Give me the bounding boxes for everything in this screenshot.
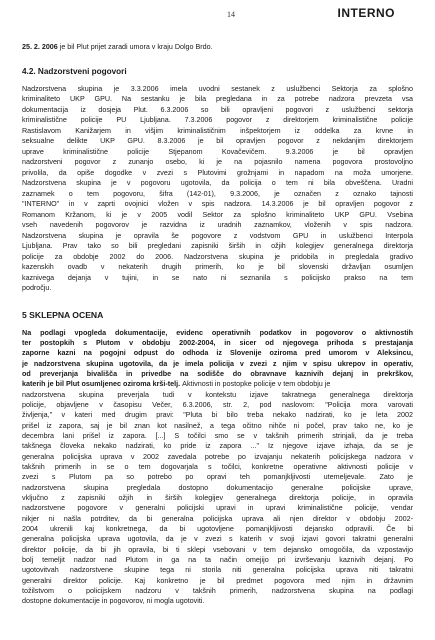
summary-line: prišel iz zapora, saj je bil znan kot nasilnež, a tega očitno nihče ni počel, prav tako ne, ko je bbox=[22, 420, 413, 430]
paragraph-line: policije za obdobje 2002 do 2006. Nadzorstvena skupina je pridobila in pregledala gradivo bbox=[22, 252, 413, 261]
summary-line: takšnih primerih in se o tem dogovarjala s točilci, konkretne operativne aktivnosti policije v bbox=[22, 461, 413, 471]
paragraph-line: Nadzorstvena skupina je 3.3.2006 imela uvodni sestanek z uslužbenci Sektorja za splošno bbox=[22, 84, 413, 93]
summary-line: 2004 ukrenili kaj konkretnega, da bi ugotovljene pomanjkljivosti dejansko odpravili. Če bi bbox=[22, 524, 413, 534]
summary-line: policije, objavljene v časopisu Večer, 6.3.2006, str. 2, pod naslovom: "Policija mora varovati bbox=[22, 399, 413, 409]
summary-regular-text: Aktivnosti in postopke policije v tem obdobju je bbox=[182, 379, 331, 389]
paragraph-line: Ljubljana. Prav tako so bili pregledani zapisniki širših in ožjih kolegijev generalnega direktorja bbox=[22, 242, 413, 250]
summary-line: direktor policije, da bi jih opravila, bi ti sklepi vsebovani v tem dejansko omogočila, da vzpostavijo bbox=[22, 544, 413, 554]
paragraph-line: dokumentacija iz dosjeja Plut. 6.3.2006 so bili opravljeni pogovori z uslužbenci sektorja bbox=[22, 105, 413, 114]
summary-line: nadzorstvena skupina preverjala tudi v kontekstu izjave takratnega generalnega direktorja bbox=[22, 389, 413, 399]
summary-line: generalni direktor policije. Kaj konkretno je bil predmet pogovora med njim in državnim bbox=[22, 575, 413, 585]
page-header bbox=[22, 4, 413, 24]
paragraph-line: "INTERNO" in v zaprti ovojnici vložen v spis nadzora. 14.3.2006 je bil opravljen pogovor z bbox=[22, 200, 413, 208]
paragraph-line: področju. bbox=[22, 284, 52, 292]
intro-text: je bil Plut prijet zaradi umora v kraju Dolgo Brdo. bbox=[57, 43, 213, 51]
summary-line: zvezi s Plutom pa so potrebo po opravi teh pomanjkljivosti utemeljevale. Zato je bbox=[22, 472, 413, 482]
summary-line-bold: je nadzorstvena skupina ugotovila, da je imela policija v zvezi z njim v spisu ukrepov in operativ, bbox=[22, 358, 413, 368]
page-number: 14 bbox=[227, 10, 235, 19]
summary-line: dostopne dokumentacije in pogovorov, ni mogla ugotoviti. bbox=[22, 596, 205, 606]
summary-line: bolj temeljit nadzor nad Plutom in ga na ta način omejijo pri izvrševanju kaznivih dejanj. Po bbox=[22, 555, 413, 565]
summary-line: ugotovitvah nadzorstvene skupine tega ni storila niti generalna policijska uprava niti takratni bbox=[22, 565, 413, 575]
paragraph-line: Romanom Kržanom, ki je v 2005 vodil Sektor za splošno kriminaliteto UKP GPU. Vsebina bbox=[22, 210, 413, 219]
classification-label: INTERNO bbox=[337, 6, 395, 20]
paragraph-line: vseh navedenih pogovorov je razvidna iz uradnih zaznamkov, vloženih v spis nadzora. bbox=[22, 221, 413, 229]
summary-line: generalna policijska uprava v 2002 zavedala potrebe po izvajanju nekaterih policijskega nadzora v bbox=[22, 451, 413, 461]
paragraph-line: kriminalistične policije PU Ljubljana. 7.3.2006 pogovor z direktorjem kriminalistične policije bbox=[22, 116, 413, 124]
paragraph-line: uprave kriminalistične policije Stjepanom Kovačevičem. 9.3.2006 je bil opravljen bbox=[22, 147, 413, 156]
summary-line: tožilstvom o policijskem nadzoru v takšnih primerih, nadzorstvena skupina na podlagi bbox=[22, 586, 413, 596]
summary-line: nikjer ni našla potrditev, da bi generalna policijska uprava ali njen direktor v obdobju 2002- bbox=[22, 513, 413, 523]
paragraph-line: zaznamek o tem pogovoru, šifra (142-01), 9.3.2006, je označen z oznako tajnosti bbox=[22, 189, 413, 198]
summary-line: nadzorstvene pogovore v generalni policijski upravi in upravi kriminalistične policije, vendar bbox=[22, 503, 413, 513]
section-4-2-body bbox=[22, 84, 413, 294]
paragraph-line: kaznivega dejanja v tujini, in se nato ni seznanila s policijsko prakso na tem bbox=[22, 273, 413, 282]
summary-line-bold: Na podlagi vpogleda dokumentacije, evidenc operativnih podatkov in pogovorov o aktivnostih bbox=[22, 327, 413, 337]
summary-line: nadzorstvena skupina pregledala dostopno dokumentacijo generalne policijske uprave, bbox=[22, 482, 413, 492]
paragraph-line: nadzorstveni pogovor z zunanjo osebo, ki je na pojasnilo namena pogovora prostovoljno bbox=[22, 158, 413, 166]
summary-line: decembra lani prišel iz zapora. [...] S točilci smo se v takšnih primerih strinjali, da je treba bbox=[22, 430, 413, 440]
summary-line: življenja," v kateri med drugim pravi: "Pluta bi bilo treba nekako nadzirati, ko je leta 2002 bbox=[22, 410, 413, 420]
summary-line: takšnega človeka nekako nadzirati, ko pride iz zapora ..." Iz njegove izjave izhaja, da se je bbox=[22, 441, 413, 451]
summary-line-bold: zaporne kazni na pogojni odpust do odhoda iz Slovenije oziroma pred umorom v Aleksincu, bbox=[22, 348, 413, 358]
section-heading-4-2: 4.2. Nadzorstveni pogovori bbox=[22, 66, 127, 76]
intro-line bbox=[22, 42, 413, 53]
paragraph-line: kazenskih ovadb v nekaterih drugih primerih, ko je bil slovenski državljan osumljen bbox=[22, 263, 413, 271]
summary-line-bold bbox=[22, 379, 413, 389]
summary-bold-text: katerih je bil Plut osumljenec oziroma krši-telj. bbox=[22, 379, 181, 389]
summary-line-bold: od preverjanja bivališča in privedbe na sodišče do obravnave kaznivih dejanj in prekrškov, bbox=[22, 368, 413, 378]
paragraph-line: Rastislavom Kanižarjem in višjim kriminalističnim inšpektorjem iz oddelka za krvne in bbox=[22, 126, 413, 135]
summary-line: vključno z zapisniki ožjih in širših kolegijev generalnega direktorja policije, in opravila bbox=[22, 493, 413, 502]
summary-line-bold: ter postopkih s Plutom v obdobju 2002-2004, in sicer od njegovega prihoda s prestajanja bbox=[22, 337, 413, 347]
paragraph-line: seksualne delikte UKP GPU. 8.3.2006 je bil opravljen pogovor z nekdanjim direktorjem bbox=[22, 137, 413, 145]
section-heading-5: 5 SKLEPNA OCENA bbox=[22, 309, 104, 320]
paragraph-line: Nadzorstvena skupina je v pogovoru ugotovila, da policija o tem ni bila obveščena. Uradni bbox=[22, 179, 413, 187]
intro-date: 25. 2. 2006 bbox=[22, 43, 58, 51]
section-5-body bbox=[22, 328, 413, 607]
paragraph-line: kriminaliteto UKP GPU. Na sestanku je bila pregledana in za potrebe nadzora prevzeta vsa bbox=[22, 95, 413, 103]
paragraph-line: Nadzorstvena skupina je opravila še pogovore z vodstvom GPU in uslužbenci Interpola bbox=[22, 231, 413, 240]
summary-line: generalna policijska uprava ugotovila, da je v zvezi s katerih v svoji izjavi govori takratni generalni bbox=[22, 534, 413, 544]
paragraph-line: privolila, da opiše dogodke v zvezi s Plutovimi grožnjami in napadom na moža umorjene. bbox=[22, 168, 413, 177]
